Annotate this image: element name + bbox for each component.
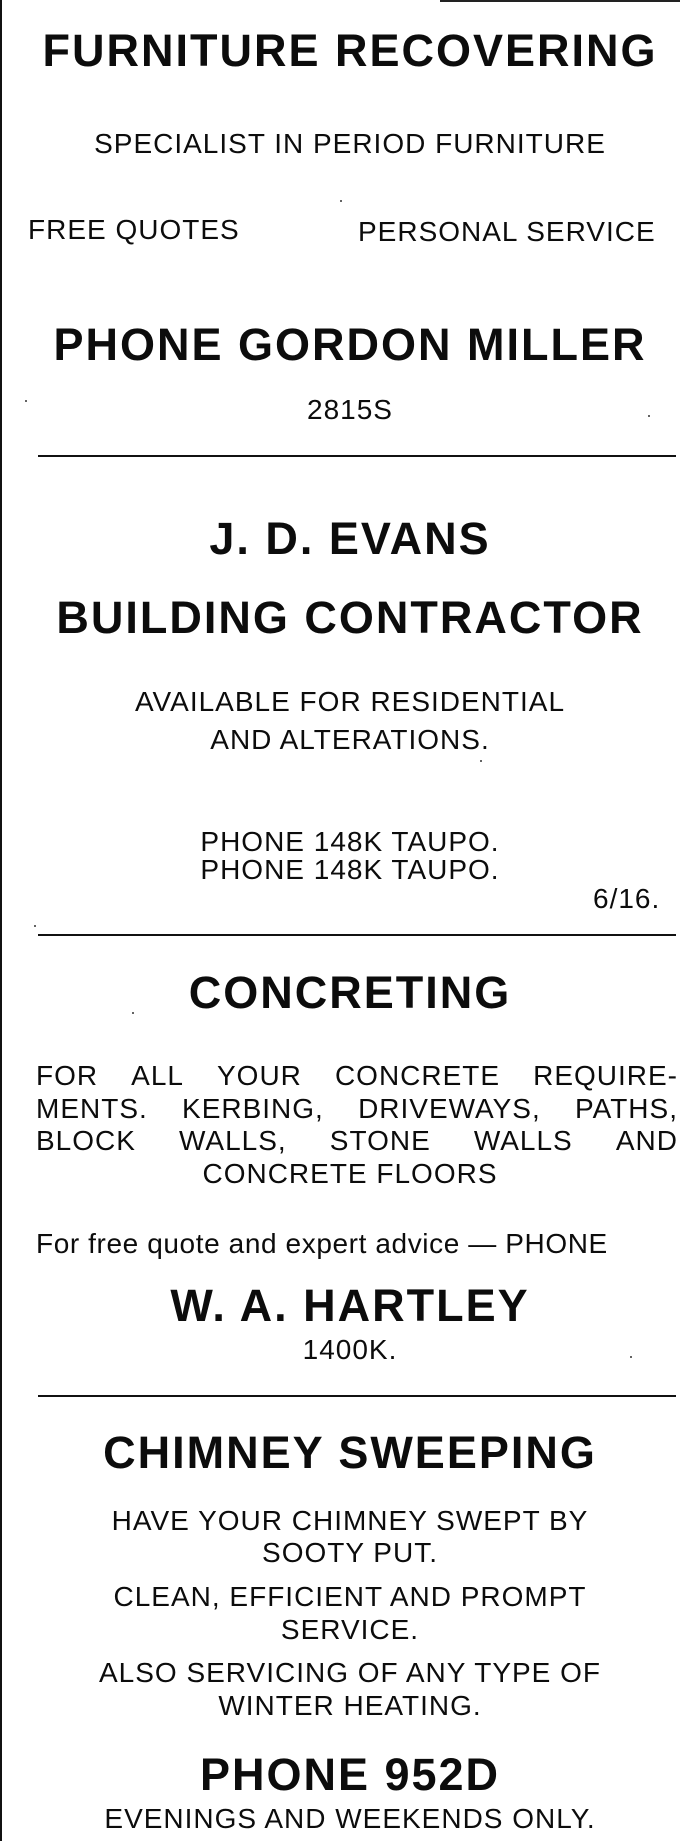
ad-phone-number: PHONE 952D	[199, 1749, 501, 1800]
ad-body-line: CONCRETE FLOORS	[202, 1158, 498, 1189]
section-divider	[38, 934, 676, 936]
word: REQUIRE-	[533, 1060, 678, 1091]
top-border-rule	[440, 0, 680, 2]
ad-body-line: AVAILABLE FOR RESIDENTIAL	[134, 686, 566, 717]
word: ALL	[131, 1060, 184, 1091]
ad-phone-number: 2815S	[307, 394, 393, 425]
scan-speck	[480, 760, 482, 762]
scan-speck	[25, 400, 27, 402]
scan-speck	[630, 1356, 632, 1358]
ad-title: BUILDING CONTRACTOR	[56, 592, 644, 643]
free-quotes-text: FREE QUOTES	[28, 214, 240, 245]
ad-title: FURNITURE RECOVERING	[42, 25, 658, 76]
scan-speck	[340, 200, 342, 202]
ad-contact-name: W. A. HARTLEY	[170, 1280, 530, 1331]
ad-business-name: J. D. EVANS	[209, 513, 491, 564]
personal-service-text: PERSONAL SERVICE	[358, 216, 656, 247]
ad-body-line: SERVICE.	[280, 1614, 420, 1645]
word: CONCRETE	[334, 1060, 501, 1091]
word: STONE	[329, 1125, 431, 1156]
ad-title: CONCRETING	[188, 967, 512, 1018]
ad-title: CHIMNEY SWEEPING	[103, 1427, 597, 1478]
section-divider	[38, 455, 676, 457]
ad-advice-line: For free quote and expert advice — PHONE	[36, 1228, 608, 1259]
scan-speck	[648, 415, 650, 417]
ad-phone-line: PHONE 148K TAUPO.	[200, 854, 500, 885]
word: KERBING,	[182, 1093, 324, 1124]
ad-contact-name: PHONE GORDON MILLER	[53, 319, 647, 370]
ad-phone-number: 1400K.	[302, 1334, 398, 1365]
scan-speck	[34, 925, 36, 927]
word: WALLS	[473, 1125, 573, 1156]
ad-specialty: SPECIALIST IN PERIOD FURNITURE	[94, 128, 606, 159]
ad-body-line: ALSO SERVICING OF ANY TYPE OF	[98, 1657, 602, 1688]
ad-body-line: SOOTY PUT.	[262, 1537, 438, 1568]
ad-reference-number: 6/16.	[593, 883, 661, 914]
ad-body-line: HAVE YOUR CHIMNEY SWEPT BY	[111, 1505, 589, 1536]
ad-body-line: AND ALTERATIONS.	[210, 724, 490, 755]
word: PATHS,	[575, 1093, 678, 1124]
ad-body-line	[36, 1062, 678, 1090]
word: MENTS.	[36, 1093, 148, 1124]
word: WALLS,	[179, 1125, 287, 1156]
ad-body-line: CLEAN, EFFICIENT AND PROMPT	[113, 1581, 587, 1612]
ad-body-line: WINTER HEATING.	[218, 1690, 482, 1721]
ad-hours-line: EVENINGS AND WEEKENDS ONLY.	[104, 1803, 596, 1834]
word: DRIVEWAYS,	[358, 1093, 541, 1124]
ad-body-line	[36, 1127, 678, 1155]
section-divider	[38, 1395, 676, 1397]
ad-body-line	[36, 1095, 678, 1123]
word: BLOCK	[36, 1125, 136, 1156]
ad-phone-line: PHONE 148K TAUPO.	[200, 826, 500, 857]
word: AND	[615, 1125, 678, 1156]
word: YOUR	[217, 1060, 302, 1091]
scan-speck	[132, 1012, 134, 1014]
word: FOR	[36, 1060, 99, 1091]
